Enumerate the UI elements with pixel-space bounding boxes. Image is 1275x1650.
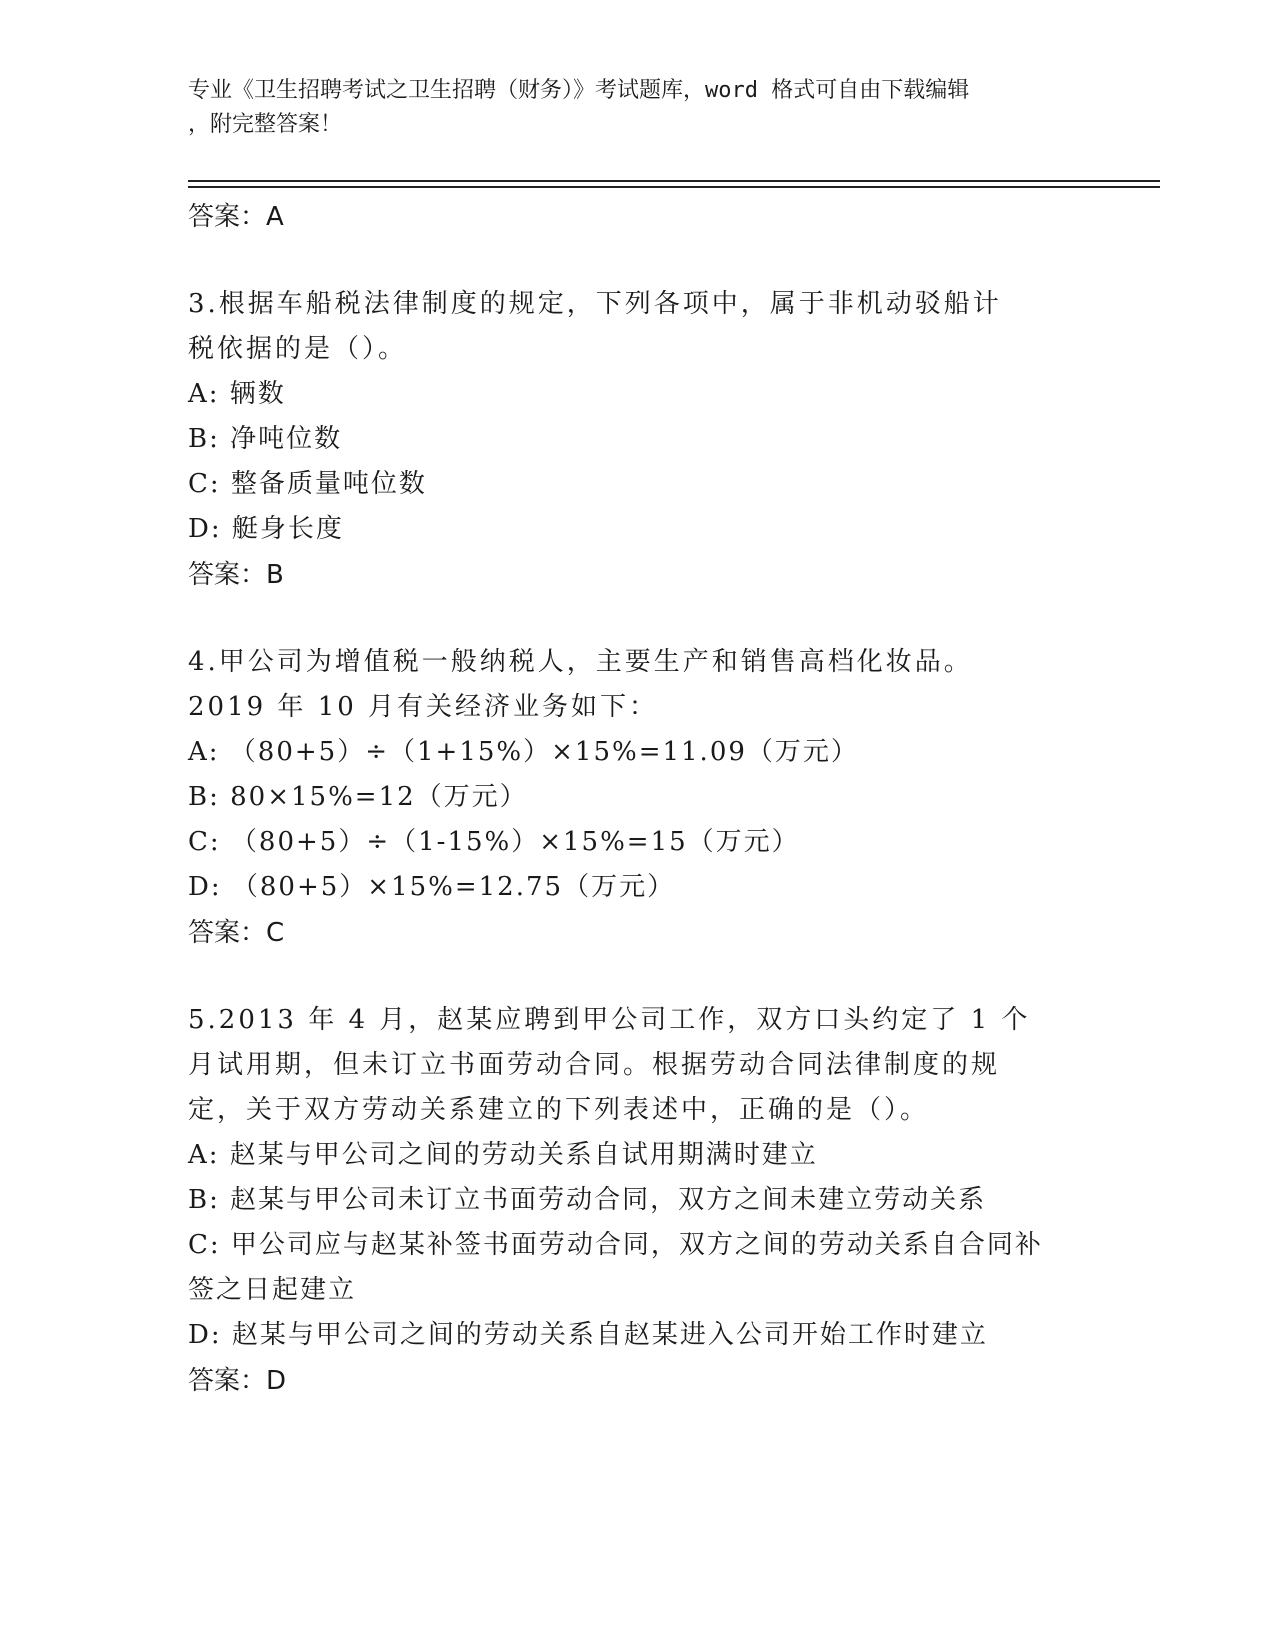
question-block xyxy=(188,640,1088,956)
header-line-1: 专业《卫生招聘考试之卫生招聘（财务）》考试题库，word 格式可自由下载编辑 xyxy=(188,78,970,103)
header-divider-top xyxy=(188,180,1160,182)
header-divider-bottom xyxy=(188,186,1160,188)
question-text: 3.根据车船税法律制度的规定，下列各项中，属于非机动驳船计税依据的是（）。 xyxy=(188,289,1002,364)
answer-line xyxy=(188,194,1088,240)
option-d: D: 赵某与甲公司之间的劳动关系自赵某进入公司开始工作时建立 xyxy=(188,1320,988,1350)
spacer xyxy=(188,956,1088,998)
answer-value: A xyxy=(266,202,284,232)
question-text: 5.2013 年 4 月，赵某应聘到甲公司工作，双方口头约定了 1 个月试用期，但未订立书面劳动合同。根据劳动合同法律制度的规定，关于双方劳动关系建立的下列表述中，正确的是（）。 xyxy=(188,1005,1031,1125)
question-block xyxy=(188,998,1088,1404)
spacer xyxy=(188,240,1088,282)
option-c: C: 整备质量吨位数 xyxy=(188,469,427,499)
answer-label: 答案： xyxy=(188,202,267,232)
answer-label: 答案： xyxy=(188,560,267,590)
option-b: B: 80×15%=12（万元） xyxy=(188,782,528,812)
option-c: C: （80+5）÷（1-15%）×15%=15（万元） xyxy=(188,827,800,857)
option-b: B: 赵某与甲公司未订立书面劳动合同，双方之间未建立劳动关系 xyxy=(188,1185,987,1215)
answer-label: 答案： xyxy=(188,918,267,948)
option-c: C: 甲公司应与赵某补签书面劳动合同，双方之间的劳动关系自合同补签之日起建立 xyxy=(188,1230,1043,1305)
question-block xyxy=(188,282,1088,598)
option-a: A: （80+5）÷（1+15%）×15%=11.09（万元） xyxy=(188,737,859,767)
answer-line xyxy=(188,552,1088,598)
option-d: D: 艇身长度 xyxy=(188,514,344,544)
option-d: D: （80+5）×15%=12.75（万元） xyxy=(188,872,676,902)
page-header xyxy=(188,74,1068,142)
answer-label: 答案： xyxy=(188,1366,267,1396)
document-body xyxy=(188,194,1088,1404)
answer-value: B xyxy=(266,560,284,590)
answer-line xyxy=(188,1358,1088,1404)
spacer xyxy=(188,598,1088,640)
answer-value: D xyxy=(266,1366,287,1396)
header-line-2: ，附完整答案！ xyxy=(188,112,343,137)
answer-value: C xyxy=(266,918,285,948)
option-b: B: 净吨位数 xyxy=(188,424,343,454)
question-text: 4.甲公司为增值税一般纳税人，主要生产和销售高档化妆品。2019 年 10 月有关经济业务如下： xyxy=(188,647,973,722)
option-a: A: 辆数 xyxy=(188,379,286,409)
answer-line xyxy=(188,910,1088,956)
option-a: A: 赵某与甲公司之间的劳动关系自试用期满时建立 xyxy=(188,1140,818,1170)
